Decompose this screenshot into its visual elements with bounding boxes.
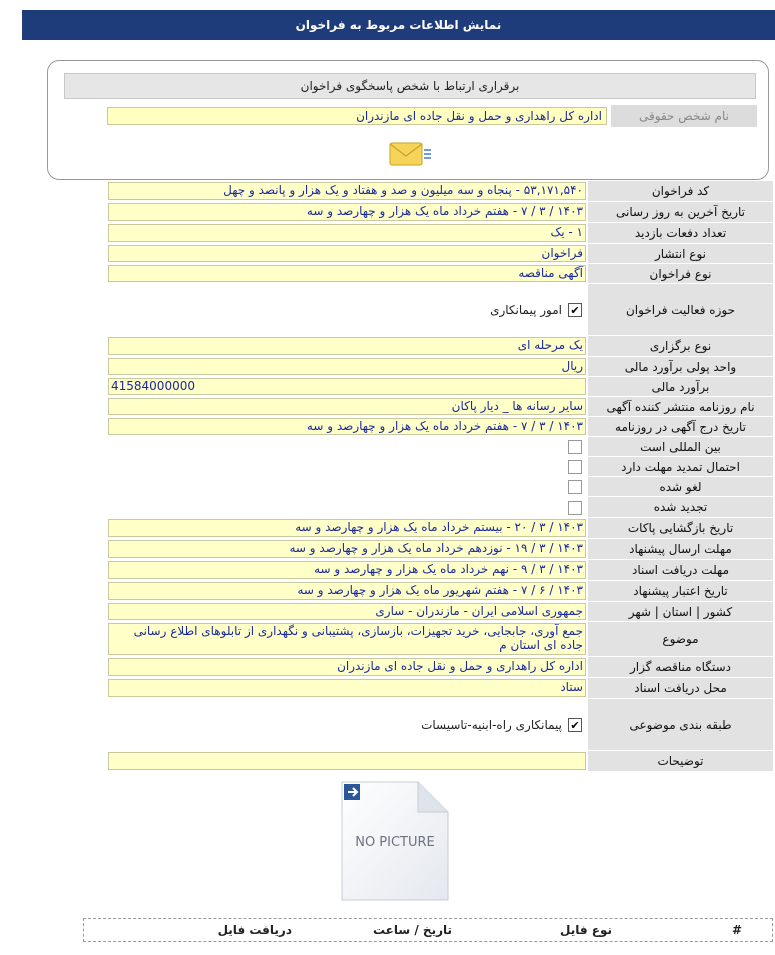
row-last-update (108, 202, 773, 223)
row-subject (108, 622, 773, 657)
label-last-update: تاریخ آخرین به روز رسانی (588, 202, 773, 223)
extension-option (108, 457, 586, 477)
label-category: طبقه بندی موضوعی (588, 699, 773, 751)
row-visits (108, 223, 773, 244)
no-picture-text: NO PICTURE (355, 835, 435, 850)
no-picture-image (340, 780, 450, 902)
page-title: نمایش اطلاعات مربوط به فراخوان (295, 18, 502, 32)
label-doc-deadline: مهلت دریافت اسناد (588, 560, 773, 581)
row-canceled (108, 477, 773, 497)
row-doc-deadline (108, 560, 773, 581)
label-doc-place: محل دریافت اسناد (588, 678, 773, 699)
value-validity: ۱۴۰۳ / ۶ / ۷ - هفتم شهریور ماه یک هزار و چهارصد و سه (108, 582, 586, 600)
value-newspaper-date: ۱۴۰۳ / ۳ / ۷ - هفتم خرداد ماه یک هزار و چهارصد و سه (108, 418, 586, 435)
value-hold-type: یک مرحله ای (108, 337, 586, 355)
row-international (108, 437, 773, 457)
label-newspaper: نام روزنامه منتشر کننده آگهی (588, 397, 773, 417)
label-organizer: دستگاه مناقصه گزار (588, 657, 773, 678)
value-doc-deadline: ۱۴۰۳ / ۳ / ۹ - نهم خرداد ماه یک هزار و چهارصد و سه (108, 561, 586, 579)
row-organizer (108, 657, 773, 678)
renewed-checkbox[interactable] (568, 501, 582, 515)
value-last-update: ۱۴۰۳ / ۳ / ۷ - هفتم خرداد ماه یک هزار و چهارصد و سه (108, 203, 586, 221)
label-visits: تعداد دفعات بازدید (588, 223, 773, 244)
label-canceled: لغو شده (588, 477, 773, 497)
row-hold-type (108, 336, 773, 357)
activity-option (108, 284, 586, 336)
value-estimate: 41584000000 (108, 378, 586, 395)
value-newspaper: سایر رسانه ها _ دیار پاکان (108, 398, 586, 415)
label-code: کد فراخوان (588, 181, 773, 202)
value-currency: ریال (108, 358, 586, 375)
category-text: پیمانکاری راه-ابنیه-تاسیسات (421, 718, 562, 732)
page-header (22, 10, 775, 40)
mail-icon[interactable] (388, 139, 432, 169)
row-submit-deadline (108, 539, 773, 560)
label-extension: احتمال تمدید مهلت دارد (588, 457, 773, 477)
row-doc-place (108, 678, 773, 699)
contact-label: نام شخص حقوقی (611, 105, 757, 127)
row-category (108, 699, 773, 751)
label-renewed: تجدید شده (588, 497, 773, 518)
row-extension (108, 457, 773, 477)
row-currency (108, 357, 773, 377)
category-checkbox[interactable]: ✔ (568, 718, 582, 732)
label-notes: توضیحات (588, 751, 773, 772)
label-publish-type: نوع انتشار (588, 244, 773, 264)
row-newspaper-date (108, 417, 773, 437)
extension-checkbox[interactable] (568, 460, 582, 474)
activity-text: امور پیمانکاری (490, 303, 562, 317)
row-renewed (108, 497, 773, 518)
renewed-option (108, 497, 586, 518)
value-code: ۵۳,۱۷۱,۵۴۰ - پنجاه و سه میلیون و صد و هفتاد و یک هزار و پانصد و چهل (108, 182, 586, 200)
col-index: # (731, 923, 742, 937)
value-visits: ۱ - یک (108, 224, 586, 242)
value-opening-date: ۱۴۰۳ / ۳ / ۲۰ - بیستم خرداد ماه یک هزار و چهارصد و سه (108, 519, 586, 537)
label-international: بین المللی است (588, 437, 773, 457)
col-date-time: تاریخ / ساعت (372, 923, 452, 937)
canceled-option (108, 477, 586, 497)
label-estimate: برآورد مالی (588, 377, 773, 397)
label-call-type: نوع فراخوان (588, 264, 773, 284)
label-submit-deadline: مهلت ارسال پیشنهاد (588, 539, 773, 560)
activity-checkbox[interactable]: ✔ (568, 303, 582, 317)
contact-row (63, 105, 757, 127)
row-publish-type (108, 244, 773, 264)
label-hold-type: نوع برگزاری (588, 336, 773, 357)
international-option (108, 437, 586, 457)
value-organizer: اداره کل راهداری و حمل و نقل جاده ای مازندران (108, 658, 586, 676)
row-notes (108, 751, 773, 772)
row-opening-date (108, 518, 773, 539)
value-doc-place: ستاد (108, 679, 586, 697)
canceled-checkbox[interactable] (568, 480, 582, 494)
label-validity: تاریخ اعتبار پیشنهاد (588, 581, 773, 602)
row-location (108, 602, 773, 622)
row-code (108, 181, 773, 202)
row-estimate (108, 377, 773, 397)
col-download: دریافت فایل (217, 923, 292, 937)
value-publish-type: فراخوان (108, 245, 586, 262)
value-subject: جمع آوری، جابجایی، خرید تجهیزات، بازسازی، پشتیبانی و نگهداری از تابلوهای اطلاع رسانی جاده ای استان م (108, 623, 586, 655)
international-checkbox[interactable] (568, 440, 582, 454)
value-location: جمهوری اسلامی ایران - مازندران - ساری (108, 603, 586, 620)
row-validity (108, 581, 773, 602)
row-activity (108, 284, 773, 336)
contact-title[interactable]: برقراری ارتباط با شخص پاسخگوی فراخوان (64, 73, 756, 99)
label-activity: حوزه فعالیت فراخوان (588, 284, 773, 336)
row-newspaper (108, 397, 773, 417)
value-notes (108, 752, 586, 770)
label-currency: واحد پولی برآورد مالی (588, 357, 773, 377)
value-call-type: آگهی مناقصه (108, 265, 586, 282)
col-file-type: نوع فایل (560, 923, 612, 937)
label-location: کشور | استان | شهر (588, 602, 773, 622)
row-call-type (108, 264, 773, 284)
value-submit-deadline: ۱۴۰۳ / ۳ / ۱۹ - نوزدهم خرداد ماه یک هزار و چهارصد و سه (108, 540, 586, 558)
label-subject: موضوع (588, 622, 773, 657)
label-opening-date: تاریخ بازگشایی پاکات (588, 518, 773, 539)
contact-value: اداره کل راهداری و حمل و نقل جاده ای مازندران (107, 107, 607, 125)
category-option (108, 699, 586, 751)
files-table-header (83, 918, 773, 942)
contact-box (47, 60, 769, 180)
label-newspaper-date: تاریخ درج آگهی در روزنامه (588, 417, 773, 437)
